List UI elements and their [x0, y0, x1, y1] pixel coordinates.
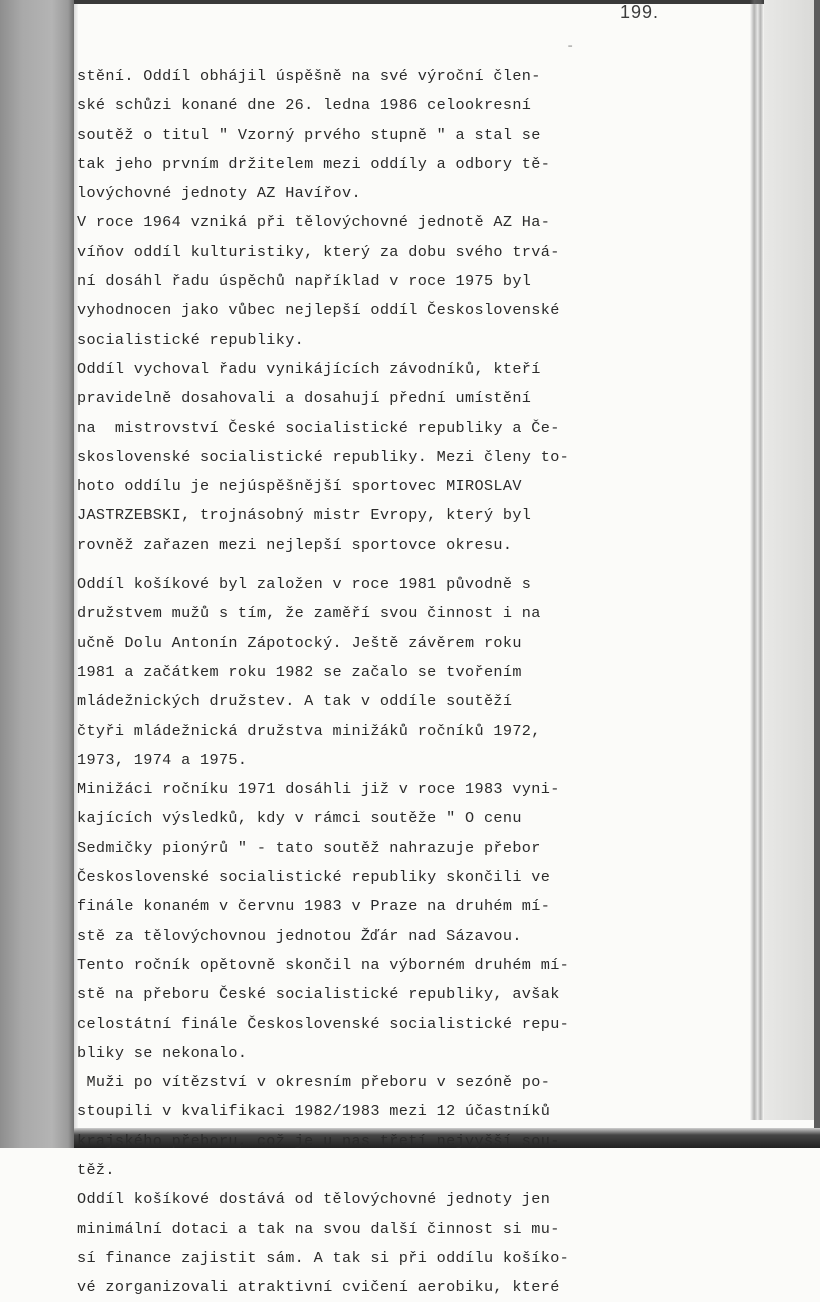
text-line: tak jeho prvním držitelem mezi oddíly a odbory tě-	[77, 154, 551, 173]
text-line: ské schůzi konané dne 26. ledna 1986 celookresní	[77, 96, 532, 115]
text-line: hoto oddílu je nejúspěšnější sportovec MIROSLAV	[77, 477, 522, 496]
text-line: Sedmičky pionýrů " - tato soutěž nahrazuje přebor	[77, 838, 541, 857]
page-right-shade	[764, 0, 814, 1120]
text-line: vé zorganizovali atraktivní cvičení aerobiku, které	[77, 1278, 560, 1297]
text-line: 1981 a začátkem roku 1982 se začalo se tvořením	[77, 662, 522, 681]
typewritten-body	[77, 62, 617, 1302]
text-line: lovýchovné jednoty AZ Havířov.	[77, 184, 361, 203]
text-line: čtyři mládežnická družstva minižáků ročníků 1972,	[77, 721, 541, 740]
text-line: stoupili v kvalifikaci 1982/1983 mezi 12 účastníků	[77, 1102, 551, 1121]
text-line: ní dosáhl řadu úspěchů například v roce 1975 byl	[77, 272, 532, 291]
text-line: stě na přeboru České socialistické republiky, avšak	[77, 985, 560, 1004]
text-line: stě za tělovýchovnou jednotou Žďár nad Sázavou.	[77, 926, 522, 945]
text-line: sí finance zajistit sám. A tak si při oddílu košíko-	[77, 1248, 570, 1267]
text-line: krajského přeboru, což je u nas třetí nejvyšší sou-	[77, 1131, 560, 1150]
text-line: 1973, 1974 a 1975.	[77, 750, 248, 769]
text-line: víňov oddíl kulturistiky, který za dobu svého trvá-	[77, 242, 560, 261]
text-line: V roce 1964 vzniká při tělovýchovné jednotě AZ Ha-	[77, 213, 551, 232]
text-line: rovněž zařazen mezi nejlepší sportovce okresu.	[77, 535, 513, 554]
text-line: celostátní finále Československé socialistické repu-	[77, 1014, 570, 1033]
page-top-edge	[74, 0, 820, 4]
text-line: Tento ročník opětovně skončil na výborném druhém mí-	[77, 955, 570, 974]
text-line: soutěž o titul " Vzorný prvého stupně " a stal se	[77, 125, 541, 144]
margin-tick-mark: ˉ	[566, 44, 575, 60]
text-line: na mistrovství České socialistické republiky a Če-	[77, 418, 560, 437]
page-number: 199.	[620, 2, 660, 22]
text-line: socialistické republiky.	[77, 330, 305, 349]
text-line: minimální dotaci a tak na svou další činnost si mu-	[77, 1219, 560, 1238]
page-right-edge	[814, 0, 820, 1148]
text-line: bliky se nekonalo.	[77, 1043, 248, 1062]
binding-shadow	[0, 0, 74, 1148]
page-fold-line	[750, 0, 764, 1120]
text-line: vyhodnocen jako vůbec nejlepší oddíl Československé	[77, 301, 560, 320]
text-line: stění. Oddíl obhájil úspěšně na své výroční člen-	[77, 67, 541, 85]
text-line: učně Dolu Antonín Zápotocký. Ještě závěrem roku	[77, 633, 522, 652]
text-line: Oddíl košíkové dostává od tělovýchovné jednoty jen	[77, 1190, 551, 1209]
text-line: Minižáci ročníku 1971 dosáhli již v roce 1983 vyni-	[77, 780, 560, 799]
text-line: družstvem mužů s tím, že zaměří svou činnost i na	[77, 604, 541, 623]
text-line: Oddíl košíkové byl založen v roce 1981 původně s	[77, 575, 532, 594]
text-line: kajících výsledků, kdy v rámci soutěže " O cenu	[77, 809, 522, 828]
text-line: Muži po vítězství v okresním přeboru v sezóně po-	[77, 1073, 551, 1092]
text-line: finále konaném v červnu 1983 v Praze na druhém mí-	[77, 897, 551, 916]
text-line: Oddíl vychoval řadu vynikájících závodníků, kteří	[77, 359, 541, 378]
text-line: skoslovenské socialistické republiky. Mezi členy to-	[77, 447, 570, 466]
text-line: mládežnických družstev. A tak v oddíle soutěží	[77, 692, 513, 711]
text-line: Československé socialistické republiky skončili ve	[77, 868, 551, 887]
text-line: pravidelně dosahovali a dosahují přední umístění	[77, 389, 532, 408]
text-line: těž.	[77, 1160, 115, 1179]
text-line: JASTRZEBSKI, trojnásobný mistr Evropy, který byl	[77, 506, 532, 525]
